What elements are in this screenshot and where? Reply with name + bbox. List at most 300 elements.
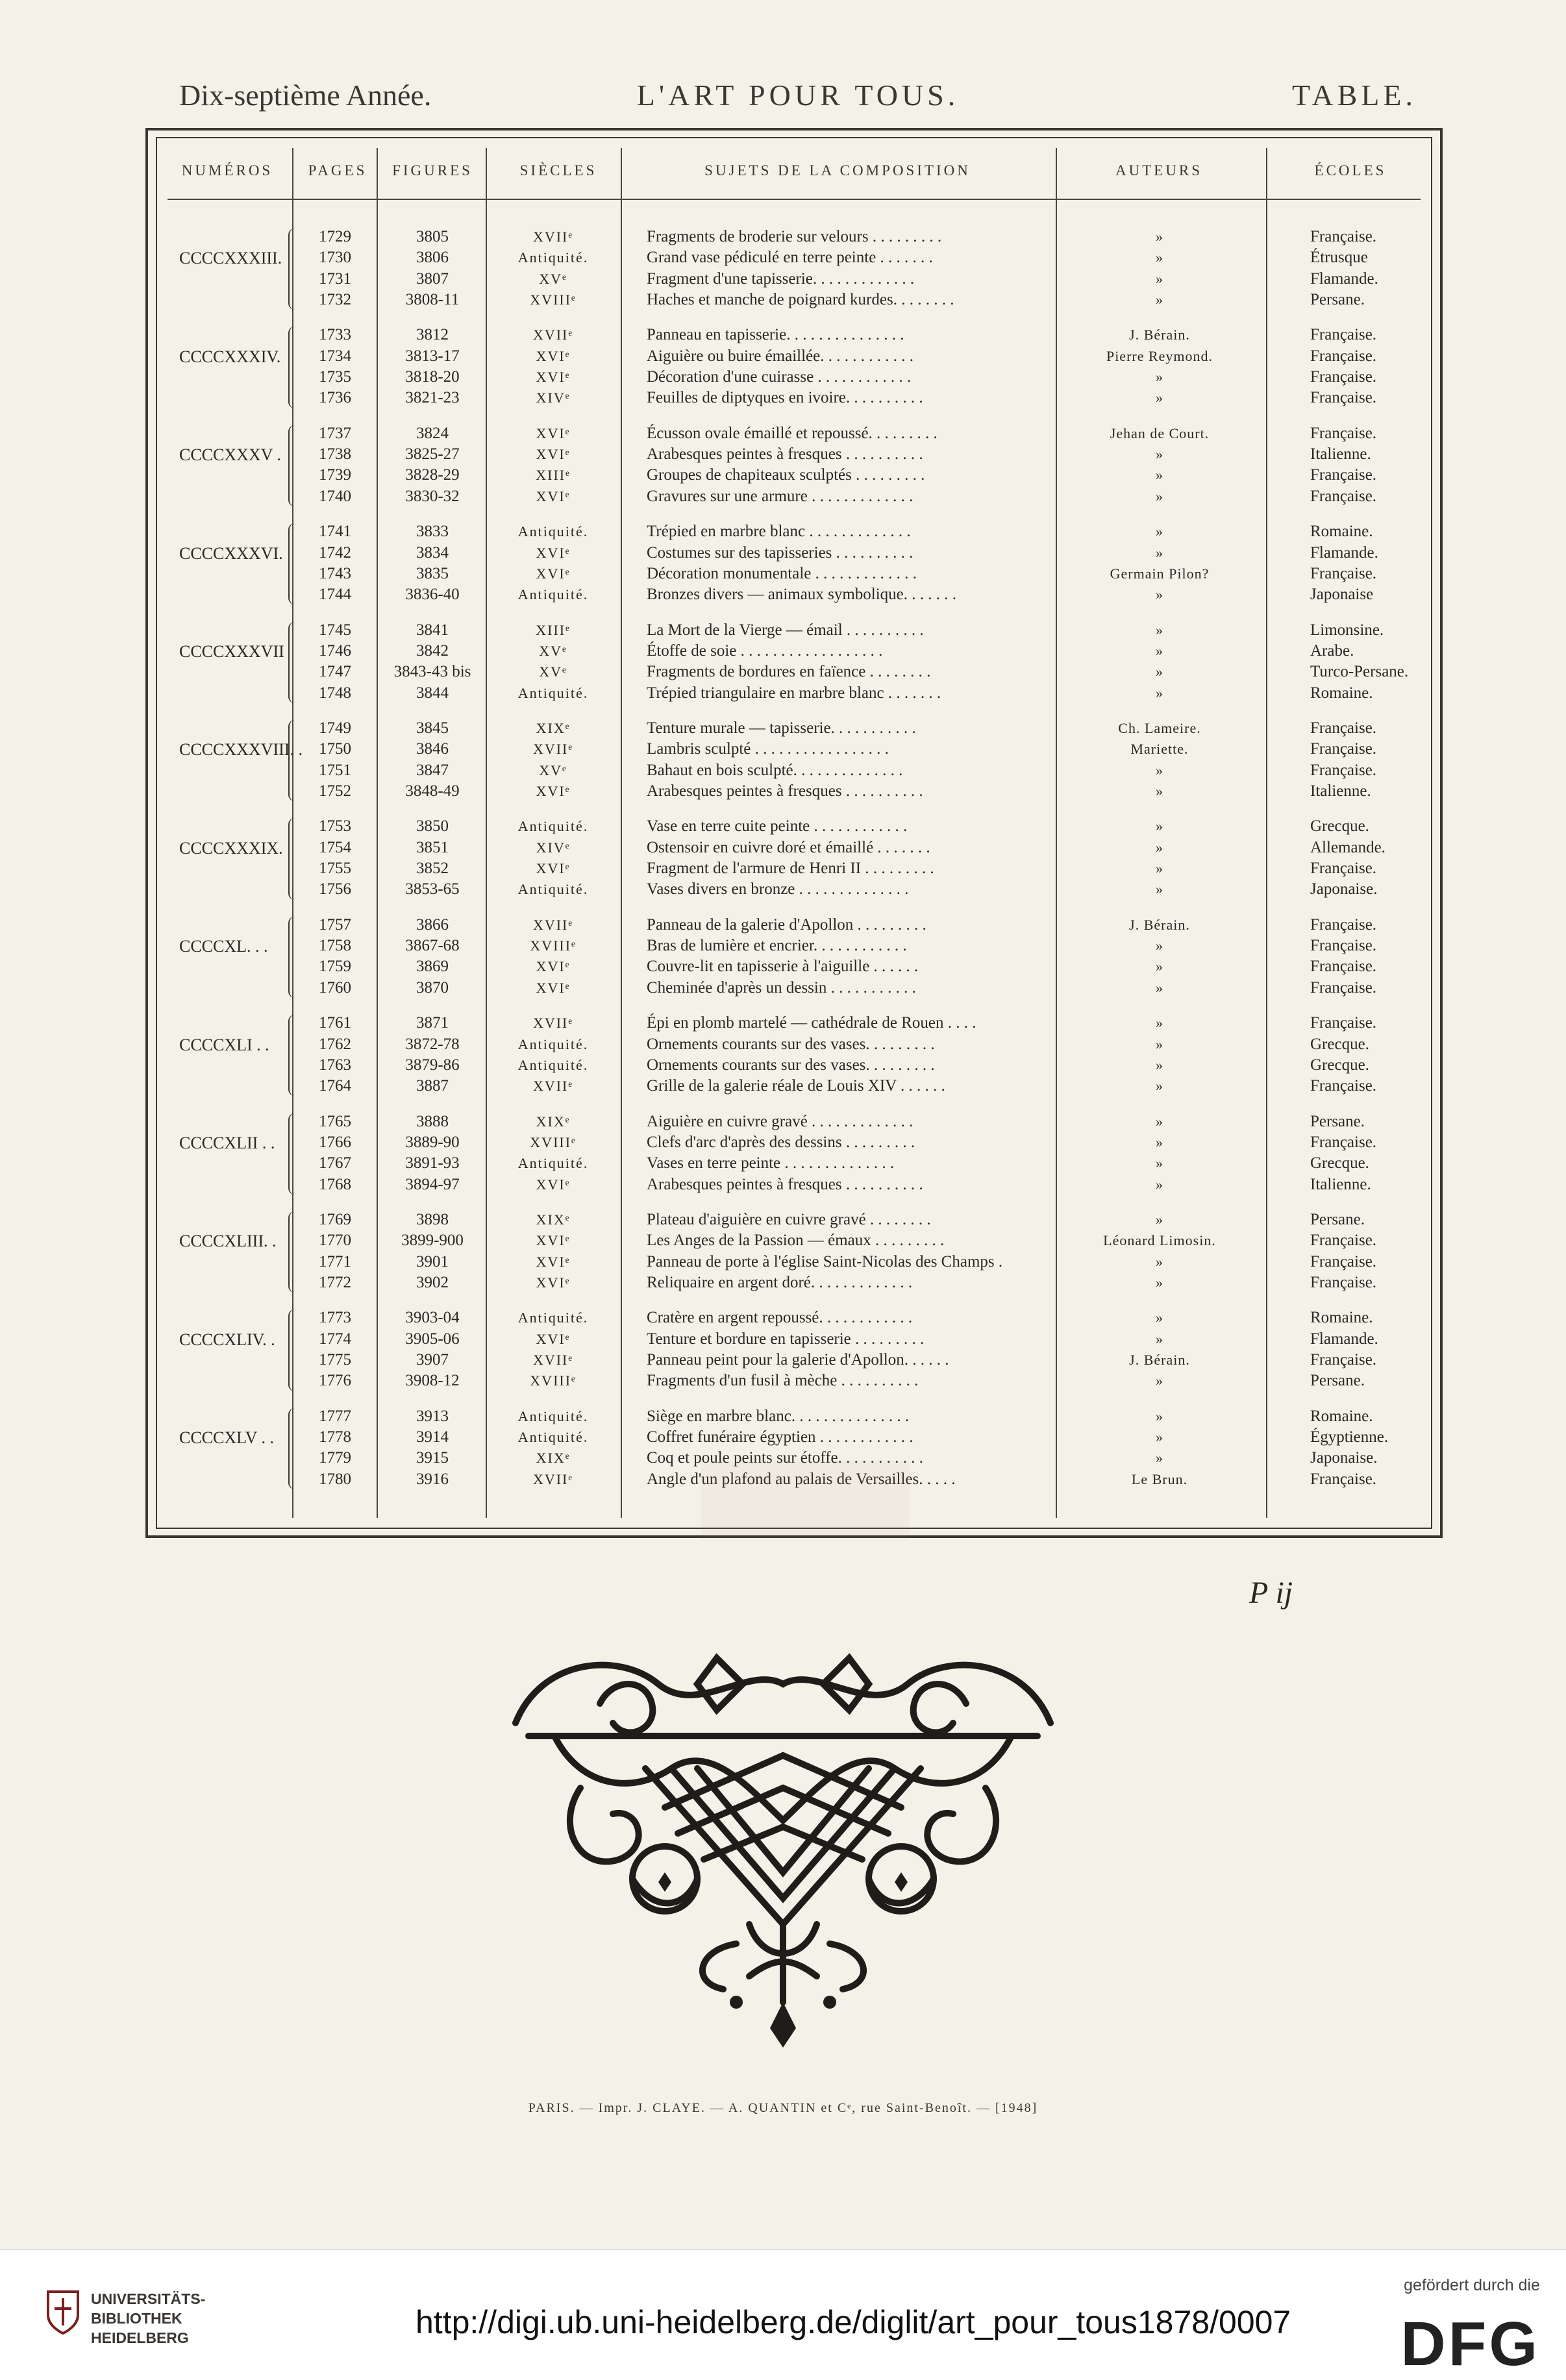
- page-number: 1773: [319, 1309, 351, 1327]
- author: »: [1156, 1407, 1163, 1424]
- column-header: SUJETS DE LA COMPOSITION: [704, 162, 971, 179]
- subject-title: Ornements courants sur des vases. . . . . . . . .: [647, 1035, 935, 1053]
- school: Italienne.: [1310, 445, 1371, 464]
- school: Française.: [1310, 761, 1377, 779]
- figure-number: 3916: [416, 1470, 449, 1488]
- school: Japonaise.: [1310, 1449, 1378, 1467]
- subject-title: Fragments de broderie sur velours . . . . . . . . .: [647, 228, 942, 245]
- author: »: [1156, 390, 1163, 406]
- author: Ch. Lameire.: [1118, 720, 1201, 736]
- figure-number: 3908-12: [405, 1372, 460, 1390]
- page-number: 1758: [319, 937, 351, 955]
- subject-title: Aiguière en cuivre gravé . . . . . . . . . . . . .: [647, 1112, 914, 1130]
- century: XVᵉ: [539, 642, 567, 659]
- century: XVIIᵉ: [532, 327, 574, 343]
- subject-title: Couvre-lit en tapisserie à l'aiguille . . . . . .: [647, 958, 919, 976]
- century: XVIᵉ: [536, 1330, 571, 1347]
- author: »: [1156, 881, 1163, 898]
- page-number: 1743: [319, 564, 351, 582]
- column-header: ÉCOLES: [1314, 162, 1387, 179]
- figure-number: 3834: [416, 543, 449, 562]
- header-rule: [168, 199, 1421, 200]
- column-header: FIGURES: [392, 162, 473, 179]
- figure-number: 3887: [416, 1077, 449, 1095]
- library-line-1: UNIVERSITÄTS-: [91, 2290, 206, 2307]
- school: Italienne.: [1310, 1175, 1371, 1193]
- page-number: 1731: [319, 269, 351, 288]
- century: XVIᵉ: [536, 860, 571, 876]
- library-line-2: BIBLIOTHEK: [91, 2310, 182, 2327]
- century: XVIIᵉ: [532, 1470, 574, 1487]
- page-number: 1735: [319, 368, 351, 386]
- century: Antiquité.: [517, 684, 589, 701]
- school: Française.: [1310, 958, 1377, 976]
- author: »: [1156, 1330, 1163, 1347]
- century: XVIᵉ: [536, 1176, 571, 1193]
- author: »: [1156, 684, 1163, 701]
- page-number: 1776: [319, 1372, 351, 1390]
- column-divider: [1056, 148, 1057, 1518]
- subject-title: Fragment de l'armure de Henri II . . . . . . . . .: [647, 860, 934, 877]
- group-bracket: [288, 720, 296, 801]
- school: Romaine.: [1310, 684, 1373, 702]
- column-divider: [486, 148, 487, 1518]
- school: Japonaise: [1310, 586, 1374, 604]
- century: XIXᵉ: [536, 720, 571, 736]
- school: Étrusque: [1310, 249, 1368, 267]
- century: Antiquité.: [517, 818, 589, 835]
- century: XVIIIᵉ: [530, 1372, 577, 1389]
- author: J. Bérain.: [1129, 916, 1190, 933]
- subject-title: Groupes de chapiteaux sculptés . . . . . . . . .: [647, 466, 925, 484]
- subject-title: Tenture et bordure en tapisserie . . . . . . . . .: [647, 1330, 925, 1348]
- century: XVIᵉ: [536, 565, 571, 582]
- author: »: [1156, 1309, 1163, 1326]
- subject-title: Angle d'un plafond au palais de Versailles. . . . .: [647, 1470, 956, 1488]
- page-number: 1759: [319, 958, 351, 976]
- page-number: 1780: [319, 1470, 351, 1488]
- author: »: [1156, 1429, 1163, 1446]
- school: Française.: [1310, 326, 1377, 344]
- subject-title: Reliquaire en argent doré. . . . . . . . . . . . .: [647, 1273, 913, 1291]
- century: XVIᵉ: [536, 425, 571, 441]
- figure-number: 3891-93: [405, 1154, 460, 1172]
- author: »: [1156, 1372, 1163, 1389]
- school: Française.: [1310, 1470, 1377, 1488]
- figure-number: 3894-97: [405, 1175, 460, 1193]
- page-number: 1744: [319, 586, 351, 604]
- author: »: [1156, 663, 1163, 680]
- school: Française.: [1310, 466, 1377, 484]
- subject-title: La Mort de la Vierge — émail . . . . . . . . . .: [647, 621, 924, 639]
- subject-title: Vases en terre peinte . . . . . . . . . . . . . .: [647, 1154, 895, 1172]
- figure-number: 3870: [416, 978, 449, 997]
- page-number: 1770: [319, 1232, 351, 1250]
- school: Turco-Persane.: [1310, 663, 1409, 681]
- subject-title: Haches et manche de poignard kurdes. . . . . . . .: [647, 290, 954, 308]
- figure-number: 3888: [416, 1112, 449, 1130]
- century: XVᵉ: [539, 663, 567, 680]
- author: »: [1156, 369, 1163, 385]
- dfg-logo: DFG: [1400, 2309, 1540, 2379]
- school: Française.: [1310, 487, 1377, 505]
- page-number: 1730: [319, 249, 351, 267]
- subject-title: Grand vase pédiculé en terre peinte . . . . . . .: [647, 249, 933, 267]
- century: Antiquité.: [517, 1407, 589, 1424]
- school: Grecque.: [1310, 1154, 1369, 1172]
- page-number: 1733: [319, 326, 351, 344]
- author: »: [1156, 291, 1163, 308]
- author: »: [1156, 839, 1163, 856]
- page-number: 1769: [319, 1211, 351, 1228]
- page-number: 1736: [319, 389, 351, 407]
- page-number: 1775: [319, 1351, 351, 1369]
- figure-number: 3824: [416, 424, 449, 442]
- page-number: 1761: [319, 1014, 351, 1032]
- page-number: 1767: [319, 1154, 351, 1172]
- author: »: [1156, 860, 1163, 876]
- school: Française.: [1310, 424, 1377, 442]
- subject-title: Grille de la galerie réale de Louis XIV . . . . . .: [647, 1077, 945, 1095]
- century: XVIIIᵉ: [530, 1134, 577, 1150]
- century: XVIᵉ: [536, 544, 571, 561]
- century: XVIIᵉ: [532, 1078, 574, 1095]
- century: XVIIᵉ: [532, 1352, 574, 1368]
- century: XVᵉ: [539, 762, 567, 778]
- subject-title: Costumes sur des tapisseries . . . . . . . . . .: [647, 543, 914, 562]
- page-number: 1762: [319, 1035, 351, 1053]
- school: Française.: [1310, 389, 1377, 407]
- subject-title: Coffret funéraire égyptien . . . . . . . . . . . .: [647, 1428, 914, 1446]
- subject-title: Fragments de bordures en faïence . . . . . . . .: [647, 663, 931, 681]
- figure-number: 3850: [416, 817, 449, 836]
- subject-title: Ornements courants sur des vases. . . . . . . . .: [647, 1056, 935, 1074]
- school: Flamande.: [1310, 543, 1378, 562]
- subject-title: Trépied en marbre blanc . . . . . . . . . . . . .: [647, 523, 911, 541]
- author: »: [1156, 586, 1163, 603]
- group-bracket: [288, 1113, 296, 1195]
- figure-number: 3833: [416, 523, 449, 541]
- page-number: 1734: [319, 347, 351, 365]
- century: XVIᵉ: [536, 958, 571, 975]
- page-number: 1747: [319, 663, 351, 681]
- century: Antiquité.: [517, 1155, 589, 1172]
- century: XIIIᵉ: [536, 467, 571, 484]
- group-bracket: [288, 229, 296, 310]
- figure-number: 3852: [416, 860, 449, 877]
- subject-title: Panneau de la galerie d'Apollon . . . . . . . . .: [647, 915, 926, 934]
- column-header: PAGES: [308, 162, 367, 179]
- page-number: 1729: [319, 228, 351, 245]
- school: Française.: [1310, 1077, 1377, 1095]
- school: Française.: [1310, 1232, 1377, 1250]
- library-name: [91, 2289, 205, 2348]
- century: Antiquité.: [517, 1309, 589, 1326]
- century: XIXᵉ: [536, 1450, 571, 1467]
- figure-number: 3848-49: [405, 782, 460, 800]
- page-number: 1779: [319, 1449, 351, 1467]
- century: Antiquité.: [517, 249, 589, 266]
- figure-number: 3898: [416, 1211, 449, 1228]
- century: XIVᵉ: [536, 390, 571, 406]
- page-number: 1774: [319, 1330, 351, 1348]
- school: Persane.: [1310, 290, 1365, 308]
- school: Japonaise.: [1310, 880, 1378, 899]
- group-number: CCCCXXXIV.: [179, 347, 281, 366]
- figure-number: 3835: [416, 564, 449, 582]
- school: Persane.: [1310, 1211, 1365, 1228]
- page-number: 1766: [319, 1133, 351, 1151]
- author: »: [1156, 229, 1163, 245]
- author: »: [1156, 642, 1163, 659]
- author: »: [1156, 488, 1163, 504]
- group-number: CCCCXLI . .: [179, 1035, 269, 1054]
- group-number: CCCCXXXV .: [179, 445, 282, 465]
- century: XVIIᵉ: [532, 741, 574, 758]
- school: Française.: [1310, 978, 1377, 997]
- author: »: [1156, 249, 1163, 266]
- figure-number: 3818-20: [405, 368, 460, 386]
- author: Jehan de Court.: [1110, 425, 1210, 441]
- school: Romaine.: [1310, 1407, 1373, 1425]
- figure-number: 3902: [416, 1273, 449, 1291]
- school: Romaine.: [1310, 1309, 1373, 1327]
- header-title: L'ART POUR TOUS.: [636, 79, 960, 112]
- group-bracket: [288, 622, 296, 703]
- figure-number: 3869: [416, 958, 449, 976]
- author: »: [1156, 621, 1163, 638]
- author: »: [1156, 818, 1163, 835]
- figure-number: 3813-17: [405, 347, 460, 365]
- figure-number: 3907: [416, 1351, 449, 1369]
- school: Italienne.: [1310, 782, 1371, 800]
- subject-title: Cheminée d'après un dessin . . . . . . . . . . .: [647, 978, 916, 997]
- subject-title: Panneau peint pour la galerie d'Apollon. . . . . .: [647, 1351, 949, 1369]
- author: »: [1156, 979, 1163, 996]
- school: Arabe.: [1310, 641, 1354, 660]
- folio-mark: P ij: [1249, 1576, 1293, 1610]
- page-number: 1732: [319, 290, 351, 308]
- school: Romaine.: [1310, 523, 1373, 541]
- school: Persane.: [1310, 1372, 1365, 1390]
- subject-title: Les Anges de la Passion — émaux . . . . . . . . .: [647, 1232, 945, 1250]
- page-number: 1764: [319, 1077, 351, 1095]
- group-bracket: [288, 917, 296, 998]
- subject-title: Arabesques peintes à fresques . . . . . . . . . .: [647, 445, 923, 464]
- figure-number: 3847: [416, 761, 449, 779]
- century: XIIIᵉ: [536, 621, 571, 638]
- figure-number: 3866: [416, 915, 449, 934]
- school: Française.: [1310, 719, 1377, 737]
- subject-title: Tenture murale — tapisserie. . . . . . . . . . .: [647, 719, 916, 737]
- page-number: 1763: [319, 1056, 351, 1074]
- figure-number: 3808-11: [405, 290, 460, 308]
- century: XIXᵉ: [536, 1211, 571, 1228]
- school: Française.: [1310, 368, 1377, 386]
- figure-number: 3899-900: [401, 1232, 464, 1250]
- author: »: [1156, 762, 1163, 778]
- subject-title: Coq et poule peints sur étoffe. . . . . . . . . . .: [647, 1449, 923, 1467]
- group-number: CCCCXXXIII.: [179, 249, 282, 268]
- page-number: 1751: [319, 761, 351, 779]
- figure-number: 3914: [416, 1428, 449, 1446]
- subject-title: Arabesques peintes à fresques . . . . . . . . . .: [647, 782, 923, 800]
- figure-number: 3805: [416, 228, 449, 245]
- page-number: 1760: [319, 978, 351, 997]
- subject-title: Bahaut en bois sculpté. . . . . . . . . . . . . .: [647, 761, 903, 779]
- group-bracket: [288, 1309, 296, 1391]
- author: »: [1156, 782, 1163, 799]
- page-number: 1738: [319, 445, 351, 464]
- printer-imprint: PARIS. — Impr. J. CLAYE. — A. QUANTIN et Cᵉ, rue Saint-Benoît. — [1948]: [528, 2101, 1038, 2115]
- century: XVIᵉ: [536, 446, 571, 463]
- subject-title: Arabesques peintes à fresques . . . . . . . . . .: [647, 1175, 923, 1193]
- subject-title: Vase en terre cuite peinte . . . . . . . . . . . .: [647, 817, 908, 836]
- author: »: [1156, 1253, 1163, 1270]
- author: Pierre Reymond.: [1106, 347, 1213, 364]
- school: Grecque.: [1310, 1035, 1369, 1053]
- figure-number: 3905-06: [405, 1330, 460, 1348]
- group-number: CCCCXXXVII: [179, 642, 284, 662]
- school: Flamande.: [1310, 1330, 1378, 1348]
- century: XVIIIᵉ: [530, 937, 577, 954]
- school: Française.: [1310, 740, 1377, 758]
- subject-title: Lambris sculpté . . . . . . . . . . . . . . . . .: [647, 740, 889, 758]
- subject-title: Fragments d'un fusil à mèche . . . . . . . . . .: [647, 1372, 919, 1390]
- figure-number: 3889-90: [405, 1133, 460, 1151]
- figure-number: 3879-86: [405, 1056, 460, 1074]
- page-number: 1777: [319, 1407, 351, 1425]
- group-bracket: [288, 327, 296, 408]
- subject-title: Bras de lumière et encrier. . . . . . . . . . . .: [647, 937, 907, 955]
- figure-number: 3851: [416, 838, 449, 856]
- school: Égyptienne.: [1310, 1428, 1389, 1446]
- page-number: 1771: [319, 1252, 351, 1271]
- school: Grecque.: [1310, 1056, 1369, 1074]
- group-bracket: [288, 523, 296, 604]
- page-number: 1772: [319, 1273, 351, 1291]
- author: »: [1156, 270, 1163, 287]
- header-section: TABLE.: [1291, 79, 1417, 112]
- group-number: CCCCXLIV. .: [179, 1330, 275, 1349]
- author: »: [1156, 1274, 1163, 1291]
- page-number: 1737: [319, 424, 351, 442]
- century: XVIᵉ: [536, 979, 571, 996]
- group-bracket: [288, 818, 296, 899]
- school: Limonsine.: [1310, 621, 1384, 639]
- author: »: [1156, 1113, 1163, 1130]
- author: »: [1156, 1078, 1163, 1095]
- century: XVIᵉ: [536, 488, 571, 504]
- figure-number: 3807: [416, 269, 449, 288]
- header-year: Dix-septième Année.: [179, 79, 432, 112]
- group-number: CCCCXLII . .: [179, 1134, 275, 1153]
- source-url-link[interactable]: http://digi.ub.uni-heidelberg.de/diglit/art_pour_tous1878/0007: [416, 2304, 1291, 2340]
- page-number: 1750: [319, 740, 351, 758]
- school: Française.: [1310, 1273, 1377, 1291]
- page-number: 1754: [319, 838, 351, 856]
- century: Antiquité.: [517, 1056, 589, 1073]
- page-number: 1765: [319, 1112, 351, 1130]
- subject-title: Fragment d'une tapisserie. . . . . . . . . . . . .: [647, 269, 915, 288]
- author: »: [1156, 544, 1163, 561]
- century: XVIᵉ: [536, 1232, 571, 1249]
- author: »: [1156, 1155, 1163, 1172]
- figure-number: 3806: [416, 249, 449, 267]
- group-bracket: [288, 1408, 296, 1489]
- subject-title: Aiguière ou buire émaillée. . . . . . . . . . . .: [647, 347, 914, 365]
- school: Française.: [1310, 1351, 1377, 1369]
- century: XVIIᵉ: [532, 229, 574, 245]
- subject-title: Étoffe de soie . . . . . . . . . . . . . . . . . .: [647, 641, 883, 660]
- subject-title: Décoration monumentale . . . . . . . . . . . . .: [647, 564, 917, 582]
- page-number: 1745: [319, 621, 351, 639]
- school: Française.: [1310, 564, 1377, 582]
- century: XVIIᵉ: [532, 916, 574, 933]
- figure-number: 3853-65: [405, 880, 460, 899]
- library-line-3: HEIDELBERG: [91, 2329, 189, 2346]
- century: XIVᵉ: [536, 839, 571, 856]
- author: J. Bérain.: [1129, 1352, 1190, 1368]
- page-number: 1748: [319, 684, 351, 702]
- subject-title: Panneau de porte à l'église Saint-Nicolas des Champs .: [647, 1252, 1003, 1271]
- author: »: [1156, 1015, 1163, 1032]
- subject-title: Épi en plomb martelé — cathédrale de Rouen . . . .: [647, 1014, 976, 1032]
- school: Française.: [1310, 860, 1377, 877]
- school: Française.: [1310, 347, 1377, 365]
- page-number: 1740: [319, 487, 351, 505]
- page-number: 1746: [319, 641, 351, 660]
- school: Française.: [1310, 1014, 1377, 1032]
- page-number: 1756: [319, 880, 351, 899]
- group-number: CCCCXLIII. .: [179, 1232, 277, 1251]
- column-header: SIÈCLES: [519, 162, 597, 179]
- figure-number: 3825-27: [405, 445, 460, 464]
- celtic-knot-ornament: [503, 1639, 1063, 2053]
- figure-number: 3844: [416, 684, 449, 702]
- page-number: 1753: [319, 817, 351, 836]
- subject-title: Panneau en tapisserie. . . . . . . . . . . . . . .: [647, 326, 904, 344]
- page-number: 1755: [319, 860, 351, 877]
- author: »: [1156, 1176, 1163, 1193]
- century: Antiquité.: [517, 586, 589, 603]
- school: Française.: [1310, 1252, 1377, 1271]
- group-bracket: [288, 425, 296, 506]
- column-header: NUMÉROS: [181, 162, 273, 179]
- group-number: CCCCXL. . .: [179, 937, 268, 956]
- university-seal-icon: [45, 2289, 81, 2336]
- paper-stain: [701, 1461, 909, 1539]
- figure-number: 3842: [416, 641, 449, 660]
- school: Française.: [1310, 228, 1377, 245]
- figure-number: 3830-32: [405, 487, 460, 505]
- century: XVᵉ: [539, 270, 567, 287]
- school: Persane.: [1310, 1112, 1365, 1130]
- author: Le Brun.: [1131, 1470, 1188, 1487]
- school: Française.: [1310, 937, 1377, 955]
- subject-title: Feuilles de diptyques en ivoire. . . . . . . . . .: [647, 389, 923, 407]
- group-bracket: [288, 1211, 296, 1293]
- subject-title: Siège en marbre blanc. . . . . . . . . . . . . . .: [647, 1407, 910, 1425]
- running-header: [179, 78, 1417, 123]
- figure-number: 3845: [416, 719, 449, 737]
- author: »: [1156, 1035, 1163, 1052]
- author: »: [1156, 1450, 1163, 1467]
- column-divider: [377, 148, 378, 1518]
- subject-title: Gravures sur une armure . . . . . . . . . . . . .: [647, 487, 914, 505]
- group-number: CCCCXXXIX.: [179, 838, 283, 858]
- column-divider: [621, 148, 622, 1518]
